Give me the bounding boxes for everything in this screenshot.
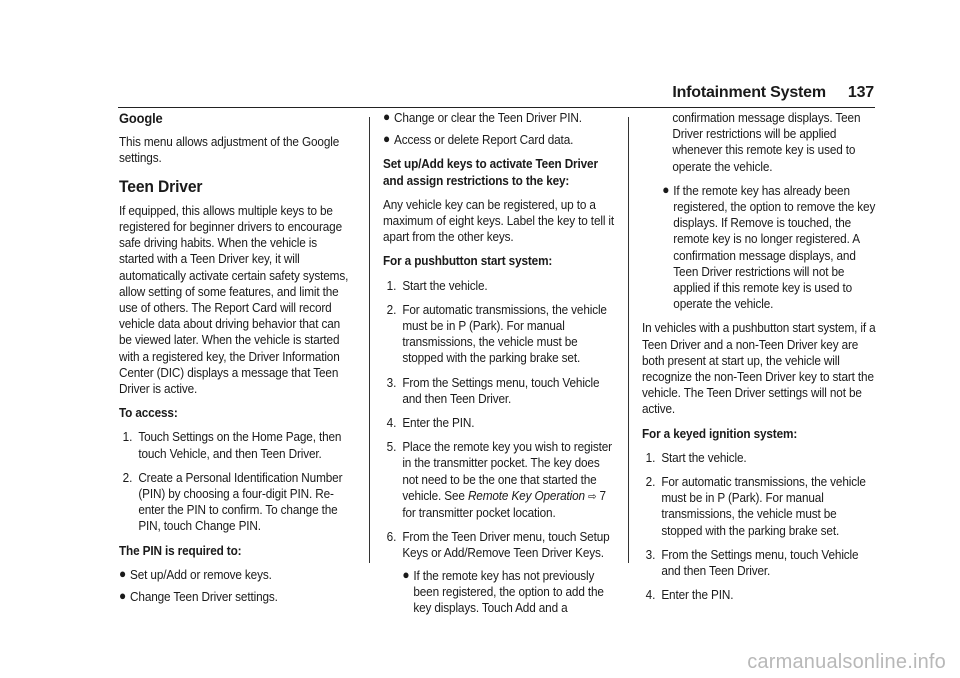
step-text: From the Settings menu, touch Vehicle and then Teen Driver.: [402, 374, 600, 406]
step-text: Touch Settings on the Home Page, then touch Vehicle, and then Teen Driver.: [138, 429, 342, 461]
column-divider-1: [369, 117, 370, 563]
column-3: [642, 110, 877, 611]
step-number: 3.: [386, 374, 397, 390]
section-title: Infotainment System: [672, 84, 826, 101]
page-number: 137: [847, 84, 874, 101]
step-number: 4.: [386, 415, 397, 431]
list-item: [383, 278, 618, 294]
sub-bullets-cont: [662, 183, 876, 313]
step-number: 2.: [122, 469, 133, 485]
step-number: 1.: [645, 449, 656, 465]
list-item: [642, 450, 877, 466]
step-text: Start the vehicle.: [661, 449, 747, 465]
keyed-steps: [642, 450, 877, 604]
pushbutton-steps: [383, 278, 618, 617]
watermark: carmanualsonline.info: [747, 651, 946, 673]
list-item: [402, 568, 617, 617]
arrow-icon: ⇨: [588, 490, 597, 503]
step-number: 2.: [386, 301, 397, 317]
step-number: 2.: [645, 474, 656, 490]
list-item: [642, 474, 877, 539]
list-item: [383, 529, 618, 616]
access-steps: [119, 429, 354, 534]
step-text: From the Teen Driver menu, touch Setup Keys or Add/Remove Teen Driver Keys.: [402, 529, 610, 561]
list-item: [383, 302, 618, 367]
step-text-cont: for transmitter pocket location.: [402, 505, 556, 521]
step-number: 3.: [645, 546, 656, 562]
continued-text: confirmation message displays. Teen Driver restrictions will be applied whenever this remote key is used to operate the vehicle.: [672, 110, 861, 174]
bullet-icon: ●: [383, 131, 391, 147]
step-number: 4.: [645, 587, 656, 603]
step-number: 6.: [386, 529, 397, 545]
step-number: 1.: [122, 429, 133, 445]
step-text: Place the remote key you wish to register in the transmitter pocket. The key does not need to be the one that started the vehicle. See: [402, 439, 612, 503]
google-heading: Google: [119, 110, 163, 126]
list-item: [383, 375, 618, 407]
list-item: [662, 183, 876, 313]
step-text: Start the vehicle.: [402, 277, 488, 293]
bullet-text: Set up/Add or remove keys.: [130, 566, 272, 582]
column-2: [383, 110, 618, 624]
list-item: [119, 470, 354, 535]
step-text: Enter the PIN.: [661, 587, 734, 603]
column-divider-2: [628, 117, 629, 563]
keyed-label: For a keyed ignition system:: [642, 425, 798, 441]
step-text: Create a Personal Identification Number (PIN) by choosing a four-digit PIN. Re-enter the PIN to confirm. To change the PIN, touch Change PIN.: [138, 469, 343, 534]
bullet-icon: ●: [119, 588, 127, 604]
bullet-icon: ●: [119, 565, 127, 581]
list-item: [383, 439, 618, 521]
list-item: [383, 132, 618, 148]
teen-driver-heading: Teen Driver: [119, 176, 203, 196]
step-number: 1.: [386, 277, 397, 293]
bullet-icon: ●: [383, 109, 391, 124]
bullet-text: If the remote key has not previously been registered, the option to add the key displays. Touch Add and a: [413, 567, 604, 616]
google-text: This menu allows adjustment of the Google settings.: [119, 134, 340, 166]
page-ref: [585, 488, 606, 503]
bullet-icon: ●: [402, 566, 410, 582]
step-number: 5.: [386, 439, 397, 455]
step-text: Enter the PIN.: [402, 415, 475, 431]
bullet-text: Change or clear the Teen Driver PIN.: [394, 110, 582, 125]
cross-reference-link[interactable]: Remote Key Operation: [467, 487, 585, 503]
pushbutton-label: For a pushbutton start system:: [383, 253, 553, 269]
setup-label: Set up/Add keys to activate Teen Driver and assign restrictions to the key:: [383, 156, 598, 188]
list-item: [383, 110, 618, 126]
pin-bullets-cont: [383, 110, 618, 148]
teen-driver-text: If equipped, this allows multiple keys to be registered for beginner drivers to encourage safe driving habits. When the vehicle is started with a Teen Driver key, it will automatically activate certain safety systems, allow setting of some features, and limit the use of others. The Report Card will record vehicle data about driving behavior that can be viewed later. When the vehicle is started with a registered key, the Driver Information Center (DIC) displays a message that Teen Driver is active.: [119, 202, 349, 397]
column-1: [119, 110, 354, 613]
step-text: For automatic transmissions, the vehicle must be in P (Park). For manual transmissions, the vehicle must be stopped with the parking brake set.: [661, 474, 866, 538]
setup-text: Any vehicle key can be registered, up to a maximum of eight keys. Label the key to tell it apart from the other keys.: [383, 196, 615, 245]
bullet-text: Access or delete Report Card data.: [394, 132, 574, 148]
list-item: [642, 547, 877, 579]
list-item: [119, 589, 354, 605]
list-item: [119, 567, 354, 583]
list-item: [119, 429, 354, 461]
step-text: From the Settings menu, touch Vehicle and then Teen Driver.: [661, 546, 859, 579]
bullet-icon: ●: [662, 181, 670, 197]
sub-bullets: [402, 568, 617, 617]
access-label: To access:: [119, 405, 178, 421]
bullet-text: If the remote key has already been registered, the option to remove the key displays. If Remove is touched, the remote key is no longer registered. A confirmation message displays, and Teen Driver restrictions will not be applied if this remote key is used to operate the vehicle.: [673, 182, 876, 312]
pushbutton-note: In vehicles with a pushbutton start system, if a Teen Driver and a non-Teen Driver key are both present at start up, the vehicle will recognize the non-Teen Driver key to start the vehicle. The Teen Driver settings will not be active.: [642, 320, 876, 417]
list-item: [642, 587, 877, 603]
page-header: [672, 84, 874, 102]
pin-bullets: [119, 567, 354, 605]
step-text: For automatic transmissions, the vehicle must be in P (Park). For manual transmissions, the vehicle must be stopped with the parking brake set.: [402, 301, 607, 366]
pin-label: The PIN is required to:: [119, 542, 242, 558]
header-rule: [118, 107, 875, 108]
list-item: [383, 415, 618, 431]
bullet-text: Change Teen Driver settings.: [130, 589, 278, 605]
ref-page-number: 7: [596, 487, 606, 503]
